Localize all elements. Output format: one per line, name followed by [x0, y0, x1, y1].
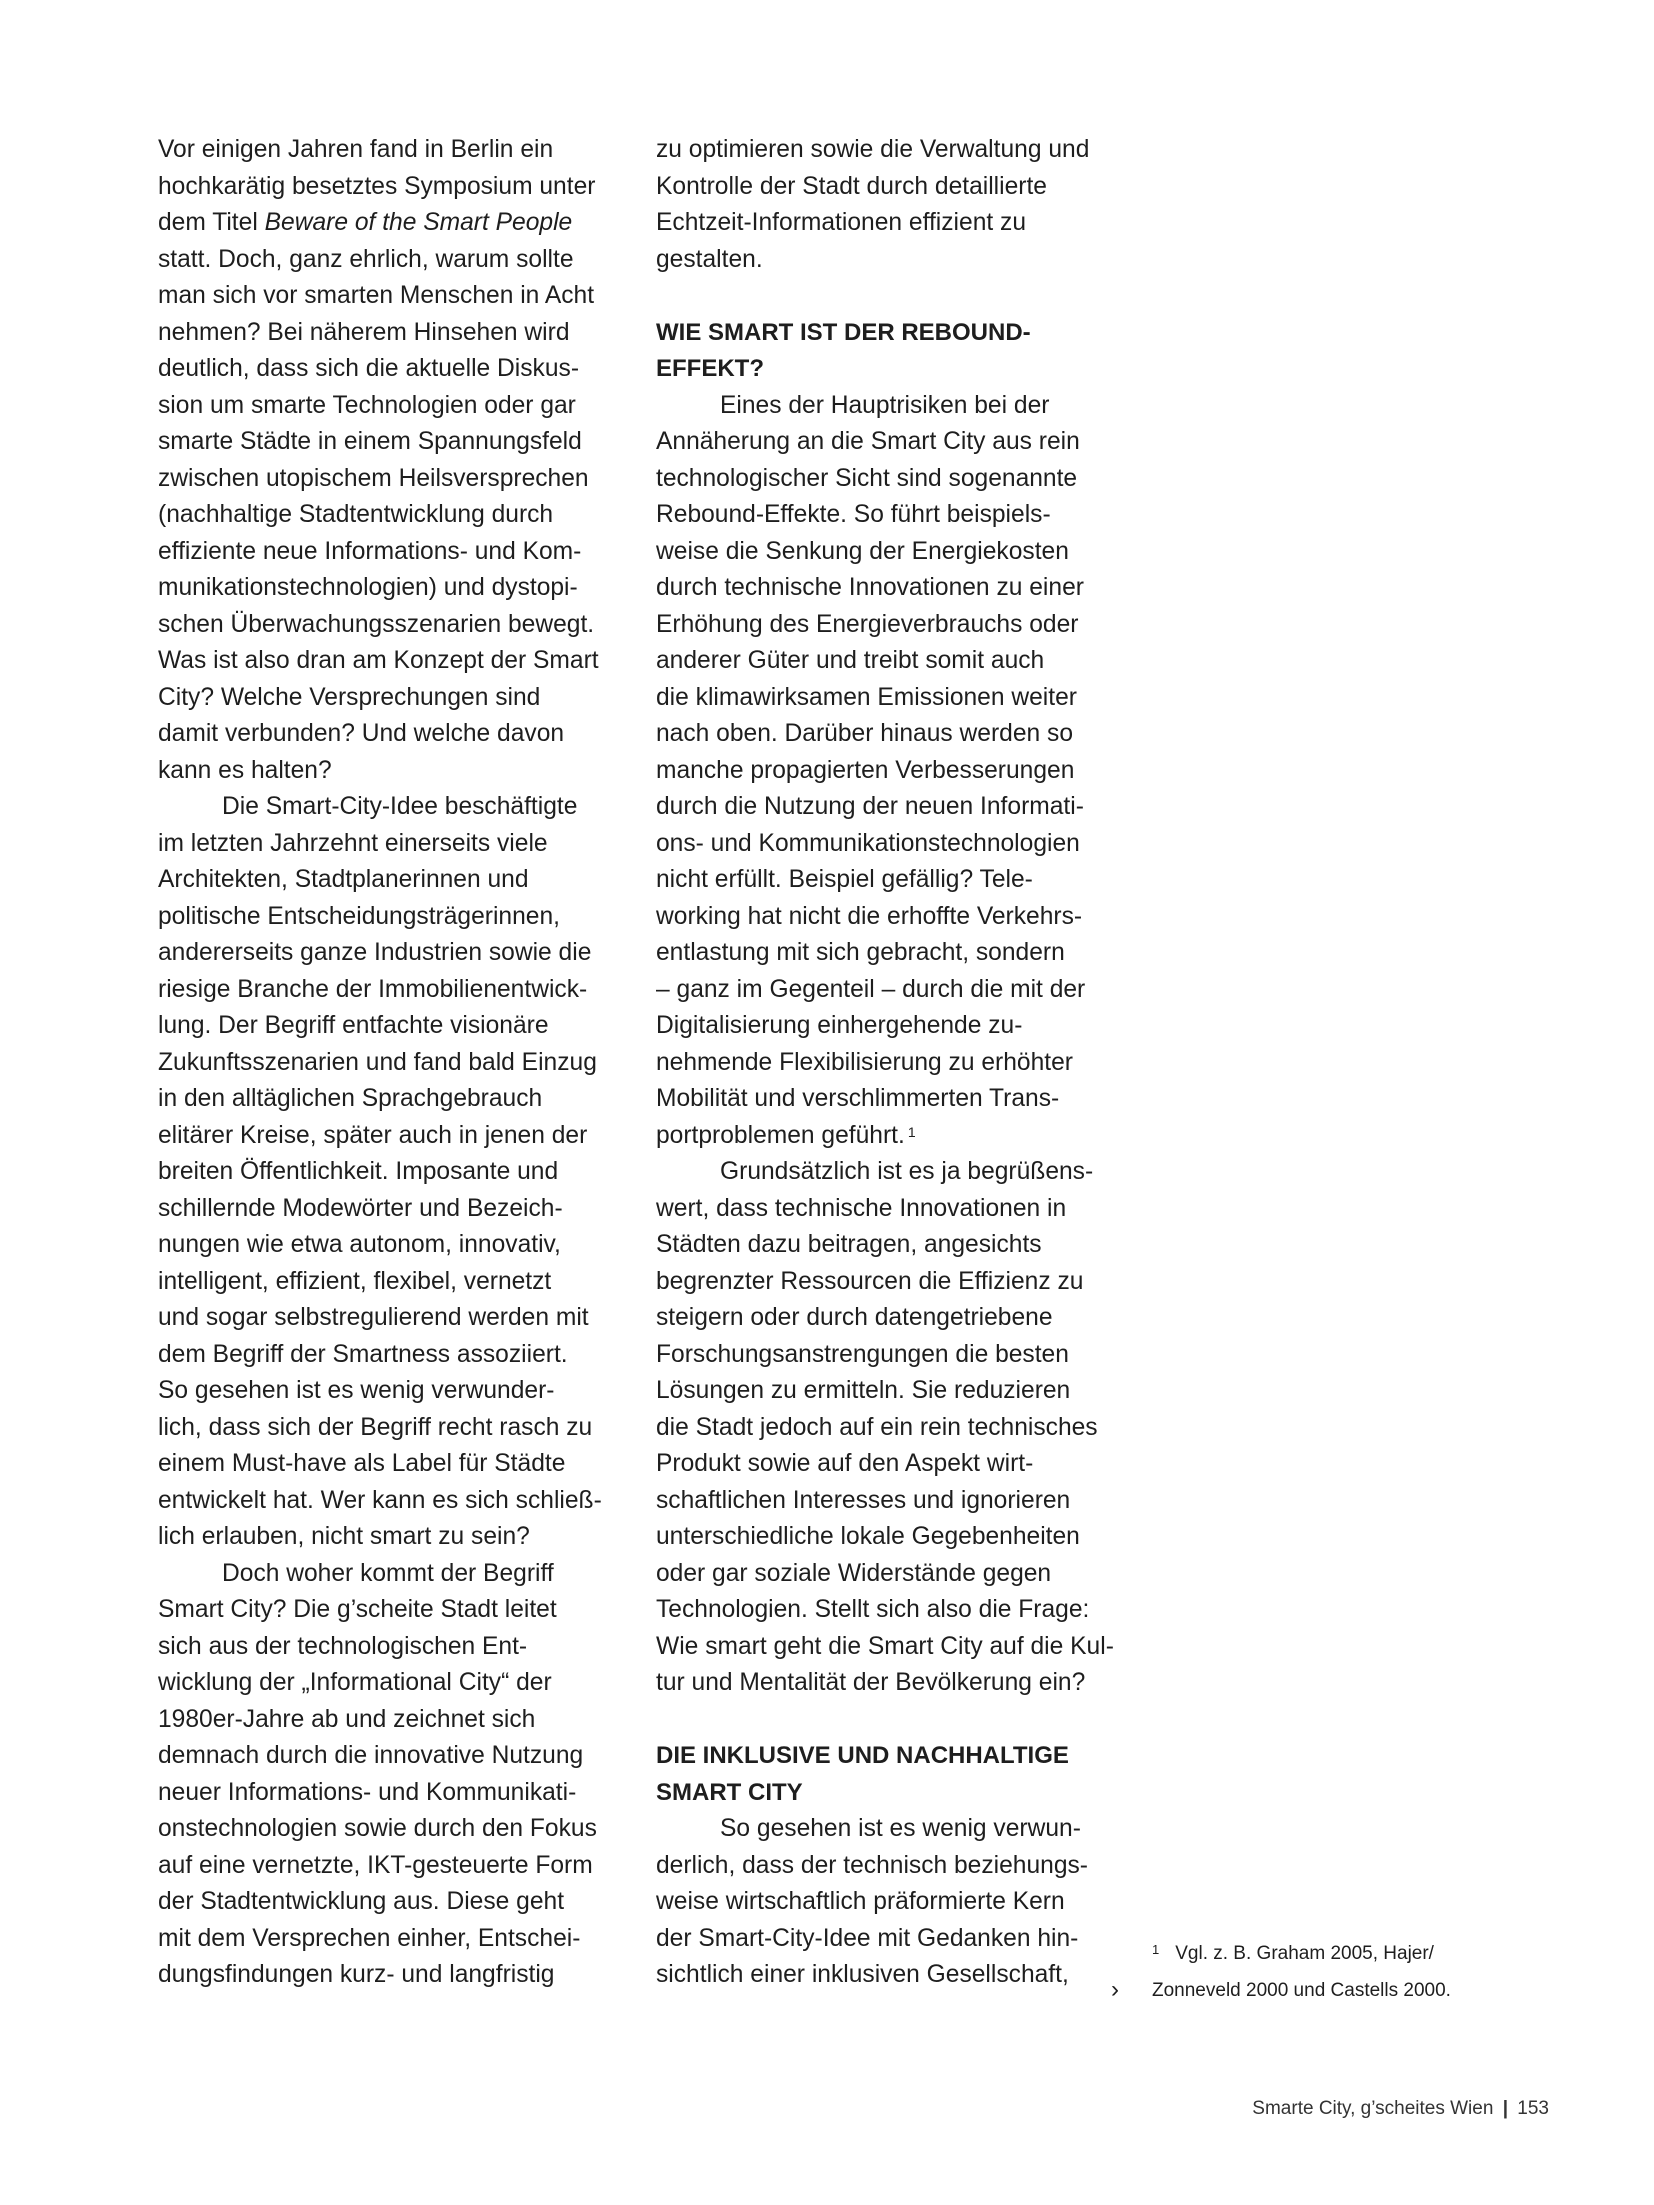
body-line: hochkarätig besetztes Symposium unter — [158, 172, 596, 200]
body-line: sich aus der technologischen Ent- — [158, 1632, 528, 1660]
body-line: Doch woher kommt der Begriff — [222, 1559, 554, 1587]
body-line: Was ist also dran am Konzept der Smart — [158, 647, 599, 674]
body-line: 1980er-Jahre ab und zeichnet sich — [158, 1705, 536, 1733]
body-line: nicht erfüllt. Beispiel gefällig? Tele- — [656, 866, 1033, 893]
body-line: dungsfindungen kurz- und langfristig — [158, 1961, 555, 1988]
body-line: Städten dazu beitragen, angesichts — [656, 1231, 1042, 1258]
right-text-column — [656, 132, 1124, 1994]
body-line: nehmen? Bei näherem Hinsehen wird — [158, 318, 570, 346]
body-line: kann es halten? — [158, 756, 332, 784]
body-text: dem Titel — [158, 209, 265, 236]
body-line: nungen wie etwa autonom, innovativ, — [158, 1231, 561, 1258]
body-line: der Stadtentwicklung aus. Diese geht — [158, 1888, 565, 1915]
body-line: weise wirtschaftlich präformierte Kern — [656, 1888, 1065, 1915]
body-line: ons- und Kommunikationstechnologien — [656, 829, 1080, 857]
body-line: Kontrolle der Stadt durch detaillierte — [656, 172, 1047, 200]
body-line: breiten Öffentlichkeit. Imposante und — [158, 1158, 559, 1185]
body-line: anderer Güter und treibt somit auch — [656, 647, 1045, 674]
body-line: City? Welche Versprechungen sind — [158, 683, 541, 711]
body-line: Mobilität und verschlimmerten Trans- — [656, 1085, 1060, 1112]
body-line — [158, 205, 626, 242]
paragraph-gap — [656, 278, 1124, 315]
body-line: effiziente neue Informations- und Kom- — [158, 537, 582, 565]
body-line: intelligent, effizient, flexibel, vernetzt — [158, 1267, 552, 1295]
body-line: Die Smart-City-Idee beschäftigte — [222, 793, 578, 820]
body-line: dem Begriff der Smartness assoziiert. — [158, 1340, 568, 1368]
body-line: Produkt sowie auf den Aspekt wirt- — [656, 1450, 1034, 1477]
body-line: Zukunftsszenarien und fand bald Einzug — [158, 1048, 597, 1076]
body-line: munikationstechnologien) und dystopi- — [158, 574, 578, 601]
body-line: Vor einigen Jahren fand in Berlin ein — [158, 136, 554, 163]
body-line: smarte Städte in einem Spannungsfeld — [158, 428, 582, 455]
page-number: 153 — [1517, 2098, 1549, 2119]
body-line: lich erlauben, nicht smart zu sein? — [158, 1523, 530, 1550]
section-heading: DIE INKLUSIVE UND NACHHALTIGE — [656, 1742, 1069, 1769]
body-line: statt. Doch, ganz ehrlich, warum sollte — [158, 245, 574, 273]
body-line: Rebound-Effekte. So führt beispiels- — [656, 501, 1051, 528]
body-line: Eines der Hauptrisiken bei der — [720, 391, 1050, 419]
body-line: begrenzter Ressourcen die Effizienz zu — [656, 1267, 1084, 1295]
body-line: unterschiedliche lokale Gegebenheiten — [656, 1523, 1080, 1550]
footnote — [1152, 1936, 1492, 2009]
body-line: durch die Nutzung der neuen Informati- — [656, 793, 1084, 820]
body-line: elitärer Kreise, später auch in jenen der — [158, 1121, 588, 1149]
body-line: andererseits ganze Industrien sowie die — [158, 939, 592, 966]
body-line: Smart City? Die g’scheite Stadt leitet — [158, 1596, 557, 1623]
body-line: wicklung der „Informational City“ der — [158, 1669, 552, 1696]
body-line: in den alltäglichen Sprachgebrauch — [158, 1085, 543, 1112]
body-line: schaftlichen Interesses und ignorieren — [656, 1486, 1071, 1514]
body-line: lich, dass sich der Begriff recht rasch zu — [158, 1413, 593, 1441]
footnote-line: Zonneveld 2000 und Castells 2000. — [1152, 1979, 1451, 2001]
body-line: – ganz im Gegenteil – durch die mit der — [656, 975, 1086, 1003]
body-line: Wie smart geht die Smart City auf die Kul- — [656, 1632, 1114, 1660]
left-text-column — [158, 132, 626, 1994]
body-line: wert, dass technische Innovationen in — [656, 1194, 1067, 1222]
body-line: sion um smarte Technologien oder gar — [158, 391, 576, 419]
body-line: einem Must-have als Label für Städte — [158, 1450, 566, 1477]
body-line: onstechnologien sowie durch den Fokus — [158, 1815, 597, 1842]
body-line: mit dem Versprechen einher, Entschei- — [158, 1924, 581, 1952]
body-line: working hat nicht die erhoffte Verkehrs- — [656, 902, 1083, 930]
body-line: So gesehen ist es wenig verwun- — [720, 1815, 1081, 1842]
body-line: tur und Mentalität der Bevölkerung ein? — [656, 1669, 1086, 1696]
body-line: auf eine vernetzte, IKT-gesteuerte Form — [158, 1851, 593, 1879]
running-title: Smarte City, g’scheites Wien — [1252, 2098, 1494, 2119]
body-line: Erhöhung des Energieverbrauchs oder — [656, 610, 1079, 638]
body-line: politische Entscheidungsträgerinnen, — [158, 902, 560, 930]
body-line — [656, 1118, 1124, 1155]
body-line: oder gar soziale Widerstände gegen — [656, 1559, 1052, 1587]
paragraph-gap — [656, 1702, 1124, 1739]
section-heading: SMART CITY — [656, 1778, 803, 1806]
footer-separator: | — [1502, 2098, 1509, 2119]
continue-arrow-icon: › — [1111, 1976, 1119, 2003]
body-line: entlastung mit sich gebracht, sondern — [656, 939, 1065, 966]
body-line: So gesehen ist es wenig verwunder- — [158, 1377, 555, 1404]
body-line: Technologien. Stellt sich also die Frage: — [656, 1596, 1090, 1623]
body-line: steigern oder durch datengetriebene — [656, 1304, 1053, 1331]
body-line: zwischen utopischem Heilsversprechen — [158, 464, 589, 492]
body-line: lung. Der Begriff entfachte visionäre — [158, 1012, 549, 1039]
section-heading: WIE SMART IST DER REBOUND- — [656, 318, 1031, 346]
body-line: durch technische Innovationen zu einer — [656, 574, 1084, 601]
body-line: schillernde Modewörter und Bezeich- — [158, 1194, 563, 1222]
body-line: derlich, dass der technisch beziehungs- — [656, 1851, 1088, 1879]
body-line: sichtlich einer inklusiven Gesellschaft, — [656, 1961, 1069, 1988]
body-line: (nachhaltige Stadtentwicklung durch — [158, 501, 554, 528]
body-line: Digitalisierung einhergehende zu- — [656, 1012, 1023, 1039]
body-line: riesige Branche der Immobilienentwick- — [158, 975, 588, 1003]
body-line: Grundsätzlich ist es ja begrüßens- — [720, 1158, 1094, 1185]
section-heading: EFFEKT? — [656, 355, 764, 382]
body-line: manche propagierten Verbesserungen — [656, 756, 1075, 784]
body-line: und sogar selbstregulierend werden mit — [158, 1304, 589, 1331]
symposium-title: Beware of the Smart People — [264, 209, 573, 236]
body-line: damit verbunden? Und welche davon — [158, 720, 565, 747]
body-line: Echtzeit-Informationen effizient zu — [656, 209, 1027, 236]
footnote-text: Vgl. z. B. Graham 2005, Hajer/ — [1175, 1943, 1434, 1964]
body-line: die Stadt jedoch auf ein rein technisches — [656, 1413, 1098, 1441]
body-line: schen Überwachungsszenarien bewegt. — [158, 610, 595, 638]
footnote-reference[interactable]: 1 — [907, 1123, 916, 1140]
body-line: weise die Senkung der Energiekosten — [656, 537, 1069, 565]
body-line: Forschungsanstrengungen die besten — [656, 1340, 1069, 1368]
body-line: Lösungen zu ermitteln. Sie reduzieren — [656, 1377, 1071, 1404]
body-line: nach oben. Darüber hinaus werden so — [656, 720, 1074, 747]
footnote-line — [1152, 1936, 1492, 1973]
body-line: entwickelt hat. Wer kann es sich schließ- — [158, 1486, 602, 1514]
footnote-number: 1 — [1152, 1942, 1160, 1957]
body-line: nehmende Flexibilisierung zu erhöhter — [656, 1048, 1073, 1076]
body-line: die klimawirksamen Emissionen weiter — [656, 683, 1077, 711]
body-line: der Smart-City-Idee mit Gedanken hin- — [656, 1924, 1079, 1952]
body-line: Annäherung an die Smart City aus rein — [656, 428, 1080, 455]
body-line: zu optimieren sowie die Verwaltung und — [656, 136, 1090, 163]
body-line: deutlich, dass sich die aktuelle Diskus- — [158, 355, 580, 382]
body-line: technologischer Sicht sind sogenannte — [656, 464, 1078, 492]
body-line: neuer Informations- und Kommunikati- — [158, 1778, 577, 1806]
body-line: gestalten. — [656, 245, 763, 273]
body-line: im letzten Jahrzehnt einerseits viele — [158, 829, 548, 857]
body-text: portproblemen geführt. — [656, 1121, 905, 1149]
body-line: demnach durch die innovative Nutzung — [158, 1742, 584, 1769]
body-line: Architekten, Stadtplanerinnen und — [158, 866, 529, 893]
body-line: man sich vor smarten Menschen in Acht — [158, 282, 595, 309]
page-footer — [1252, 2096, 1549, 2122]
